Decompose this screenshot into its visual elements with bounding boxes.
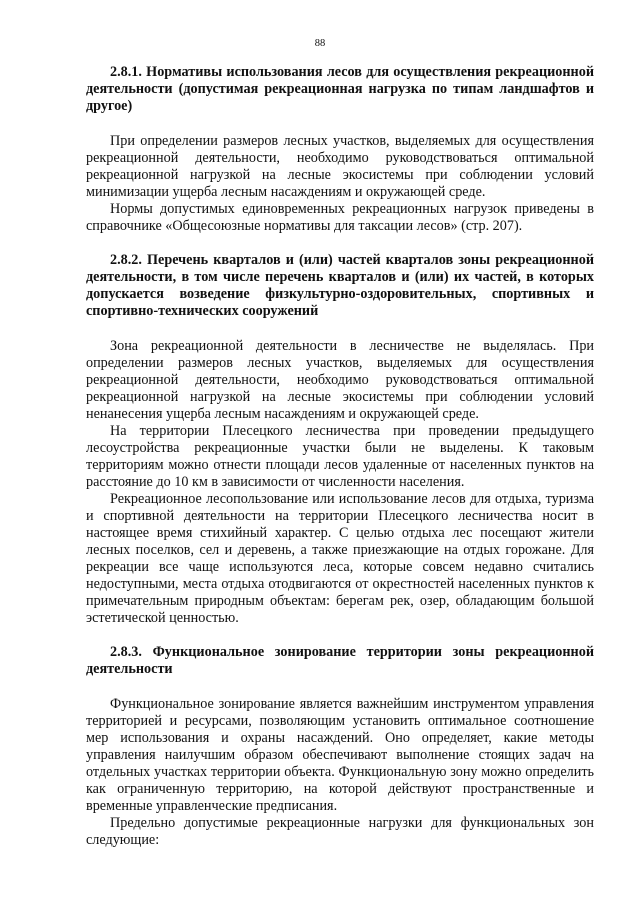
section-heading-2-8-1: 2.8.1. Нормативы использования лесов для осуществления рекреационной деятельности (допустимая рекреационная нагрузка по типам ландшафтов и другое)	[86, 64, 594, 114]
paragraph: При определении размеров лесных участков, выделяемых для осуществления рекреационной деятельности, необходимо руководствоваться оптимальной рекреационной нагрузкой на лесные экосистемы при соблюдении условий минимизации ущерба лесным насаждениям и окружающей среде.	[86, 133, 594, 200]
paragraph: На территории Плесецкого лесничества при проведении предыдущего лесоустройства рекреационные участки были не выделены. К таковым территориям можно отнести площади лесов удаленные от населенных пунктов на расстояние до 10 км в зависимости от численности населения.	[86, 423, 594, 490]
page-number: 88	[314, 38, 326, 49]
paragraph: Зона рекреационной деятельности в лесничестве не выделялась. При определении размеров лесных участков, выделяемых для осуществления рекреационной деятельности, необходимо руководствоваться оптимальной рекреационной нагрузкой на лесные экосистемы при соблюдении условий ненанесения ущерба лесным насаждениям и окружающей среде.	[86, 338, 594, 422]
paragraph: Нормы допустимых единовременных рекреационных нагрузок приведены в справочнике «Общесоюзные нормативы для таксации лесов» (стр. 207).	[86, 201, 594, 234]
paragraph: Рекреационное лесопользование или использование лесов для отдыха, туризма и спортивной деятельности на территории Плесецкого лесничества носит в настоящее время стихийный характер. С целью отдыха лес посещают жители лесных поселков, сел и деревень, а также приезжающие на отдых горожане. Для рекреации все чаще используются леса, которые совсем недавно считались недоступными, места отдыха отодвигаются от окрестностей населенных пунктов к примечательным природным объектам: берегам рек, озер, обладающим большой эстетической ценностью.	[86, 491, 594, 626]
document-body	[86, 64, 594, 849]
section-heading-2-8-2: 2.8.2. Перечень кварталов и (или) частей кварталов зоны рекреационной деятельности, в том числе перечень кварталов и (или) их частей, в которых допускается возведение физкультурно-оздоровительных, спортивных и спортивно-технических сооружений	[86, 252, 594, 319]
section-heading-2-8-3: 2.8.3. Функциональное зонирование территории зоны рекреационной деятельности	[86, 644, 594, 677]
paragraph: Предельно допустимые рекреационные нагрузки для функциональных зон следующие:	[86, 815, 594, 848]
paragraph: Функциональное зонирование является важнейшим инструментом управления территорией и ресурсами, позволяющим установить оптимальное соотношение мер использования и охраны насаждений. Оно определяет, какие методы управления наилучшим образом обеспечивают выполнение стоящих задач на отдельных участках территории объекта. Функциональную зону можно определить как ограниченную территорию, на которой действуют пространственные и временные управленческие предписания.	[86, 696, 594, 814]
